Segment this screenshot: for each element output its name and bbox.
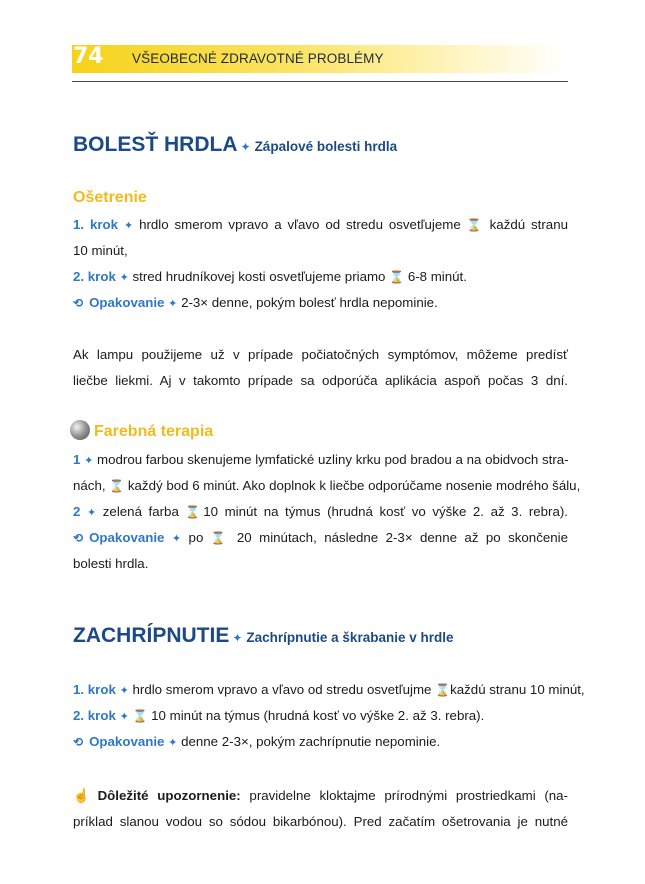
step-text: nách,: [73, 478, 106, 493]
color-repeat-continuation: bolesti hrdla.: [73, 556, 149, 571]
star-icon: ✦: [171, 533, 182, 545]
star-icon: ✦: [240, 140, 251, 154]
color-repeat-line: [73, 530, 568, 545]
hourglass-icon: ⌛: [435, 683, 451, 697]
repeat-label: Opakovanie: [89, 530, 165, 545]
section-title-bolest: [73, 133, 397, 157]
step-2-line: [73, 269, 568, 284]
repeat-text: 20 minútach, následne 2-3× denne až po skončenie: [236, 530, 568, 545]
section-heading: ZACHRÍPNUTIE: [73, 624, 230, 647]
repeat-icon: ⟲: [73, 296, 84, 310]
color-step-1-line-1: [73, 452, 568, 467]
hourglass-icon: ⌛: [389, 270, 405, 284]
hourglass-icon: ⌛: [132, 709, 148, 723]
sphere-icon: [70, 420, 90, 440]
repeat-icon: ⟲: [73, 531, 84, 545]
color-therapy-title: Farebná terapia: [94, 423, 214, 441]
paragraph-line-2: [73, 373, 568, 388]
hourglass-icon: ⌛: [210, 531, 230, 545]
star-icon: ✦: [119, 685, 129, 697]
step-label: 1: [73, 452, 81, 467]
star-icon: ✦: [123, 220, 134, 232]
star-icon: ✦: [86, 507, 97, 519]
repeat-label: Opakovanie: [89, 734, 165, 749]
step-text: stred hrudníkovej kosti osvetľujeme priamo: [132, 269, 386, 284]
color-step-2-line: [73, 504, 568, 519]
step-label: 1. krok: [73, 682, 116, 697]
step-label: 2. krok: [73, 708, 116, 723]
section-title-zachripnutie: [73, 624, 453, 648]
step-label: 2. krok: [73, 269, 116, 284]
repeat-text: po: [188, 530, 204, 545]
paragraph-text: Ak lampu použijeme už v prípade počiatočných symptómov, môžeme predísť: [73, 347, 568, 362]
color-step-1-line-2: [73, 478, 581, 493]
step-text: 6-8 minút.: [407, 269, 467, 284]
step-text: každú stranu: [489, 217, 568, 232]
note-line-1: [73, 788, 568, 804]
step-text: každý bod 6 minút. Ako doplnok k liečbe odporúčame nosenie modrého šálu,: [127, 478, 581, 493]
chapter-title: VŠEOBECNÉ ZDRAVOTNÉ PROBLÉMY: [132, 51, 384, 66]
step-text: 10 minút na týmus (hrudná kosť vo výške 2. až 3. rebra).: [203, 504, 568, 519]
hourglass-icon: ⌛: [185, 505, 204, 519]
paragraph-text: liečbe liekmi. Aj v takomto prípade sa odporúča aplikácia aspoň počas 3 dní.: [73, 373, 568, 388]
s2-repeat-line: [73, 734, 568, 749]
page-number: 74: [73, 44, 104, 69]
step-text: modrou farbou skenujeme lymfatické uzliny krku pod bradou a na obidvoch stra-: [97, 452, 569, 467]
note-text: pravidelne kloktajme prírodnými prostriedkami (na-: [249, 788, 568, 803]
s2-step-2-line: [73, 708, 568, 723]
note-label: Dôležité upozornenie:: [97, 788, 241, 803]
section-heading: BOLESŤ HRDLA: [73, 133, 238, 156]
star-icon: ✦: [84, 455, 94, 467]
step-text: hrdlo smerom vpravo a vľavo od stredu osvetľujme: [132, 682, 432, 697]
star-icon: ✦: [119, 711, 129, 723]
step-label: 2: [73, 504, 81, 519]
header-divider: [72, 81, 568, 82]
note-text: príklad slanou vodou so sódou bikarbónou). Pred začatím ošetrovania je nutné: [73, 814, 568, 829]
repeat-text: 2-3× denne, pokým bolesť hrdla nepominie.: [181, 295, 438, 310]
step-1-continuation: 10 minút,: [73, 243, 128, 258]
hourglass-icon: ⌛: [466, 218, 484, 232]
step-label: 1. krok: [73, 217, 119, 232]
repeat-text: denne 2-3×, pokým zachrípnutie nepominie.: [181, 734, 441, 749]
step-1-line: [73, 217, 568, 232]
step-text: 10 minút na týmus (hrudná kosť vo výške 2. až 3. rebra).: [151, 708, 485, 723]
repeat-label: Opakovanie: [89, 295, 165, 310]
section-subheading: Zachrípnutie a škrabanie v hrdle: [246, 630, 454, 645]
color-therapy-heading: [70, 422, 213, 442]
paragraph-line-1: [73, 347, 568, 362]
step-text: každú stranu 10 minút,: [450, 682, 585, 697]
repeat-line: [73, 295, 568, 310]
star-icon: ✦: [119, 272, 129, 284]
star-icon: ✦: [232, 631, 243, 645]
star-icon: ✦: [168, 298, 178, 310]
pointing-hand-icon: ☝: [73, 788, 90, 803]
note-line-2: [73, 814, 568, 829]
repeat-icon: ⟲: [73, 735, 84, 749]
star-icon: ✦: [168, 737, 178, 749]
section-subheading: Zápalové bolesti hrdla: [254, 139, 398, 154]
step-text: zelená farba: [102, 504, 179, 519]
hourglass-icon: ⌛: [109, 479, 125, 493]
s2-step-1-line: [73, 682, 585, 697]
step-text: hrdlo smerom vpravo a vľavo od stredu osvetľujeme: [139, 217, 461, 232]
treatment-heading: Ošetrenie: [73, 189, 147, 206]
